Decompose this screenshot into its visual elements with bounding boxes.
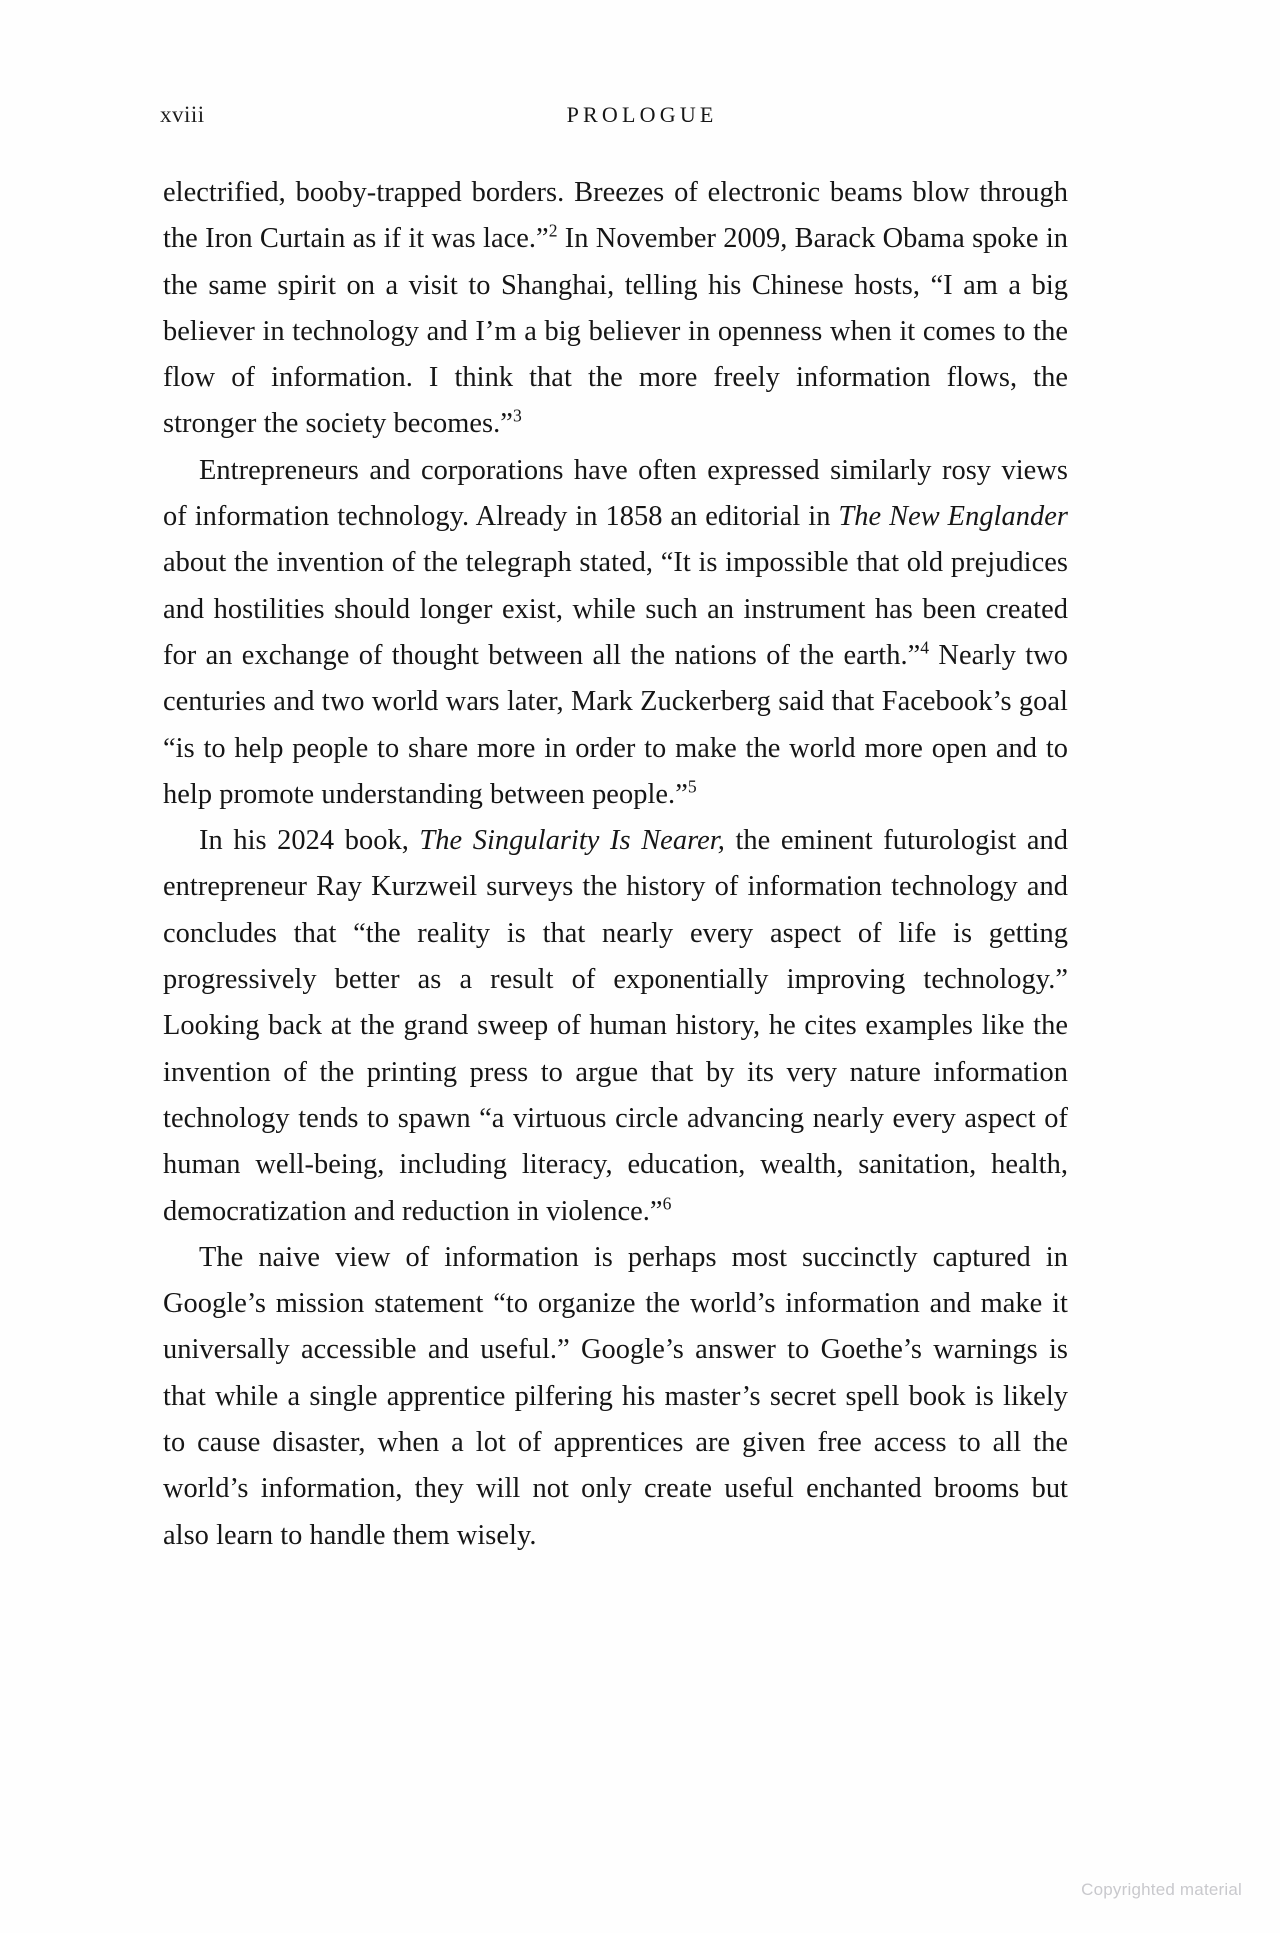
- footnote-marker: 3: [512, 406, 522, 427]
- page-number: xviii: [160, 102, 205, 127]
- paragraph-2: Entrepreneurs and corporations have often expressed similarly rosy views of information technology. Already in 1858 an editorial in The New Englander about the invention of the telegraph stated, “It is impossible that old prejudices and hostilities should longer exist, while such an instrument has been created for an exchange of thought between all the nations of the earth.”$^4$ Nearly two centuries and two world wars later, Mark Zuckerberg said that Facebook’s goal “is to help people to share more in order to make the world more open and to help promote understanding between people.”$^5$: [163, 454, 1069, 810]
- paragraph-3: In his 2024 book, The Singularity Is Nearer, the eminent futurologist and entrepreneur Ray Kurzweil surveys the history of information technology and concludes that “the reality is that nearly every aspect of life is getting progressively better as a result of exponentially improving technology.” Looking back at the grand sweep of human history, he cites examples like the invention of the printing press to argue that by its very nature information technology tends to spawn “a virtuous circle advancing nearly every aspect of human well-being, including literacy, education, wealth, sanitation, health, democratization and reduction in violence.”$^6$: [163, 825, 1069, 1227]
- footnote-marker: 6: [662, 1193, 672, 1214]
- running-head: [160, 98, 1120, 132]
- italic-title: The Singularity Is Nearer,: [419, 825, 725, 857]
- paragraph-4: The naive view of information is perhaps most succinctly captured in Google’s mission statement “to organize the world’s information and make it universally accessible and useful.” Google’s answer to Goethe’s warnings is that while a single apprentice pilfering his master’s secret spell book is likely to cause disaster, when a lot of apprentices are given free access to all the world’s information, they will not only create useful enchanted brooms but also learn to handle them wisely.: [163, 1241, 1068, 1551]
- footnote-marker: 2: [548, 220, 558, 241]
- body-text-block: [163, 170, 1068, 1559]
- copyright-watermark: Copyrighted material: [1081, 1880, 1242, 1899]
- footnote-marker: 5: [687, 776, 697, 797]
- footnote-marker: 4: [920, 637, 930, 658]
- running-head-title: PROLOGUE: [566, 102, 718, 127]
- italic-title: The New Englander: [838, 501, 1068, 533]
- paragraph-1: electrified, booby-trapped borders. Breezes of electronic beams blow through the Iron Curtain as if it was lace.”$^2$ In November 2009, Barack Obama spoke in the same spirit on a visit to Shanghai, telling his Chinese hosts, “I am a big believer in technology and I’m a big believer in openness when it comes to the flow of information. I think that the more freely information flows, the stronger the society becomes.”$^3$: [163, 177, 1068, 440]
